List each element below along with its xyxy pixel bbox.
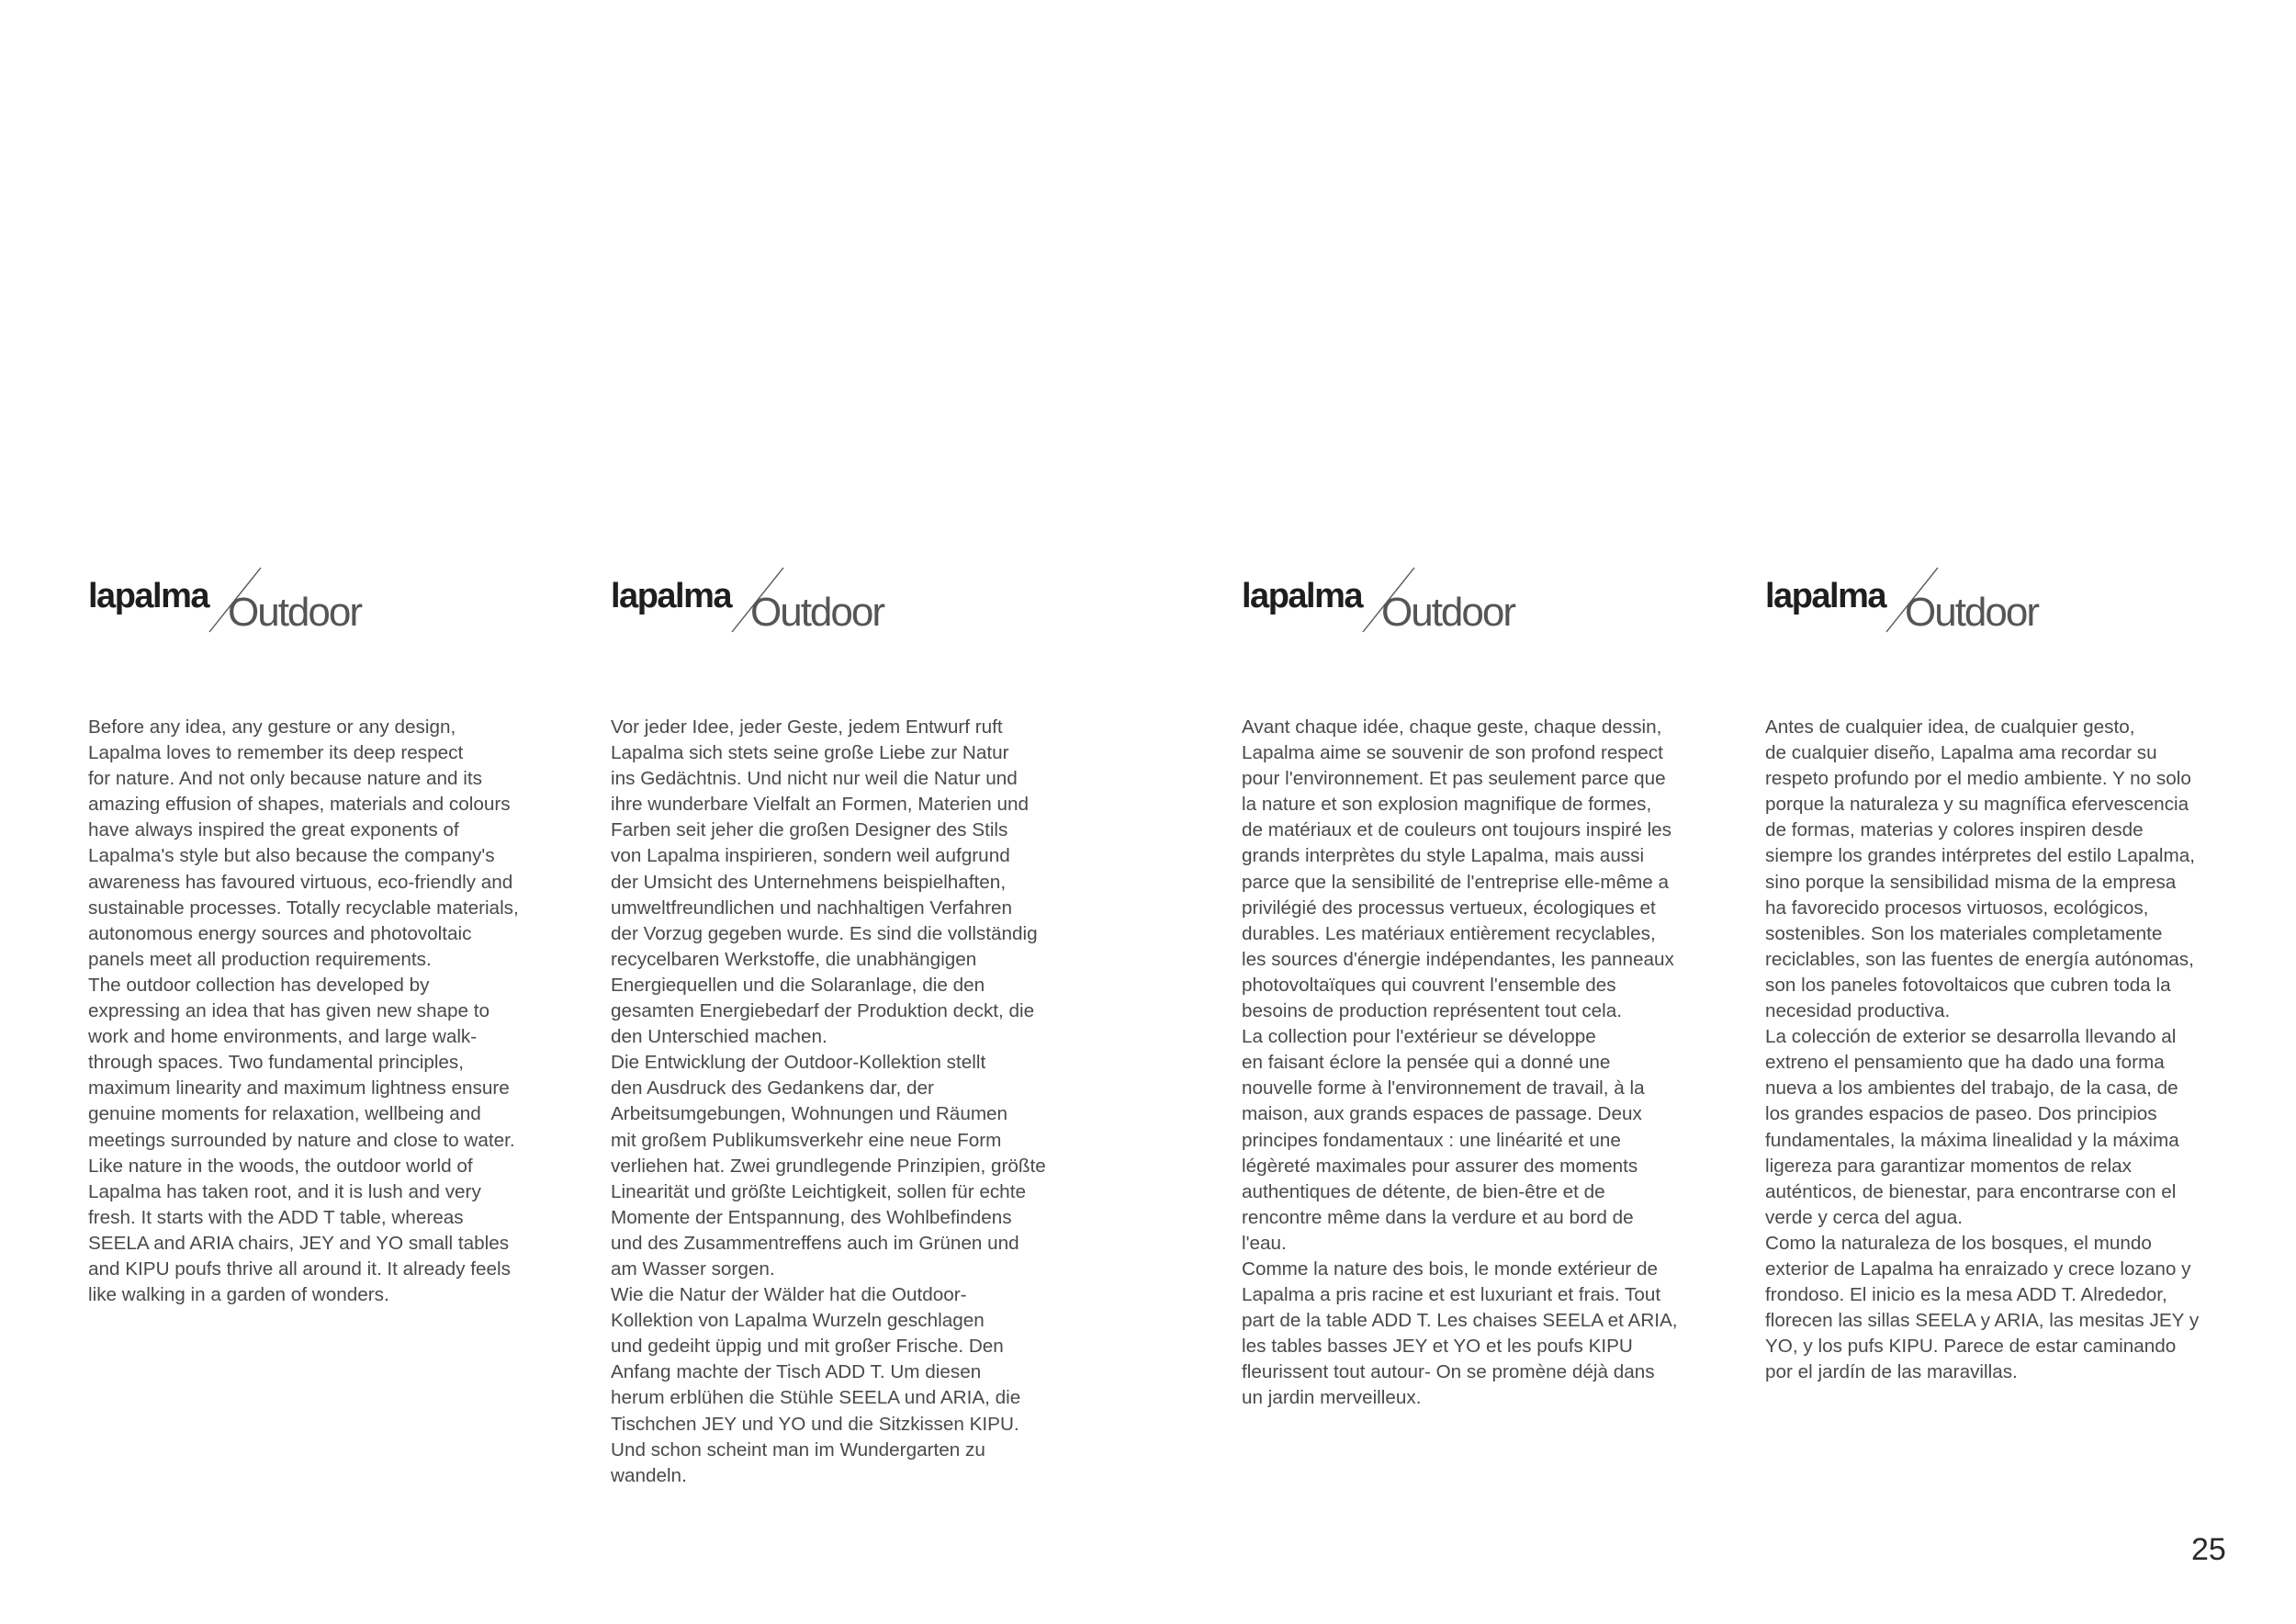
text-line: nueva a los ambientes del trabajo, de la casa, de	[1765, 1077, 2178, 1100]
text-line: privilégié des processus vertueux, écologiques et	[1242, 897, 1656, 919]
text-line: authentiques de détente, de bien-être et de	[1242, 1180, 1605, 1202]
text-line: principes fondamentaux : une linéarité et une	[1242, 1129, 1621, 1151]
text-line: Lapalma's style but also because the company's	[88, 845, 495, 867]
text-line: ha favorecido procesos virtuosos, ecológicos,	[1765, 897, 2149, 919]
text-line: les tables basses JEY et YO et les poufs KIPU	[1242, 1336, 1633, 1358]
text-line: awareness has favoured virtuous, eco-friendly and	[88, 871, 513, 893]
text-line: mit großem Publikumsverkehr eine neue Form	[611, 1129, 1002, 1151]
text-line: parce que la sensibilité de l'entreprise elle-même a	[1242, 871, 1670, 893]
text-line: légèreté maximales pour assurer des moments	[1242, 1155, 1638, 1177]
text-line: und des Zusammentreffens auch im Grünen und	[611, 1232, 1019, 1254]
text-line: Energiequellen und die Solaranlage, die den	[611, 974, 985, 996]
text-line: part de la table ADD T. Les chaises SEELA et ARIA,	[1242, 1310, 1678, 1332]
body-text-english	[88, 715, 566, 1308]
text-line: fleurissent tout autour- On se promène déjà dans	[1242, 1361, 1655, 1383]
text-line: den Unterschied machen.	[611, 1026, 827, 1048]
text-line: Anfang machte der Tisch ADD T. Um diesen	[611, 1361, 982, 1383]
text-line: l'eau.	[1242, 1232, 1287, 1254]
text-line: der Umsicht des Unternehmens beispielhaften,	[611, 871, 1007, 893]
text-line: durables. Les matériaux entièrement recyclables,	[1242, 922, 1656, 944]
text-line: florecen las sillas SEELA y ARIA, las mesitas JEY y	[1765, 1310, 2200, 1332]
text-line: sostenibles. Son los materiales completamente	[1765, 922, 2163, 944]
logo-brand: lapalma	[611, 577, 732, 615]
text-line: have always inspired the great exponents of	[88, 819, 459, 841]
text-line: Like nature in the woods, the outdoor world of	[88, 1155, 473, 1177]
text-line: sino porque la sensibilidad misma de la empresa	[1765, 871, 2177, 893]
text-line: porque la naturaleza y su magnífica efervescencia	[1765, 794, 2189, 816]
text-line: Lapalma has taken root, and it is lush and very	[88, 1180, 481, 1202]
text-line: Comme la nature des bois, le monde extérieur de	[1242, 1257, 1659, 1280]
text-line: un jardin merveilleux.	[1242, 1387, 1422, 1409]
text-line: de cualquier diseño, Lapalma ama recordar su	[1765, 742, 2157, 764]
text-line: Vor jeder Idee, jeder Geste, jedem Entwurf ruft	[611, 716, 1003, 738]
logo-brand: lapalma	[1242, 577, 1363, 615]
text-line: meetings surrounded by nature and close to water.	[88, 1129, 515, 1151]
text-line: Und schon scheint man im Wundergarten zu	[611, 1438, 985, 1460]
text-line: The outdoor collection has developed by	[88, 974, 430, 996]
text-line: por el jardín de las maravillas.	[1765, 1361, 2018, 1383]
text-line: son los paneles fotovoltaicos que cubren toda la	[1765, 974, 2171, 996]
text-line: La collection pour l'extérieur se développe	[1242, 1026, 1596, 1048]
text-line: Arbeitsumgebungen, Wohnungen und Räumen	[611, 1103, 1008, 1125]
text-line: rencontre même dans la verdure et au bord de	[1242, 1206, 1634, 1228]
lapalma-outdoor-logo	[611, 566, 914, 658]
text-line: work and home environments, and large walk-	[88, 1026, 478, 1048]
logo-subtitle: Outdoor	[750, 590, 884, 635]
text-line: photovoltaïques qui couvrent l'ensemble des	[1242, 974, 1616, 996]
text-line: herum erblühen die Stühle SEELA und ARIA, die	[611, 1387, 1021, 1409]
text-line: exterior de Lapalma ha enraizado y crece lozano y	[1765, 1257, 2191, 1280]
text-line: Lapalma loves to remember its deep respect	[88, 742, 464, 764]
text-line: respeto profundo por el medio ambiente. Y no solo	[1765, 768, 2191, 790]
text-line: en faisant éclore la pensée qui a donné une	[1242, 1052, 1611, 1074]
lapalma-outdoor-logo	[88, 566, 391, 658]
text-line: SEELA and ARIA chairs, JEY and YO small tables	[88, 1232, 510, 1254]
text-line: maison, aux grands espaces de passage. Deux	[1242, 1103, 1642, 1125]
logo-subtitle: Outdoor	[1381, 590, 1514, 635]
text-line: fundamentales, la máxima linealidad y la máxima	[1765, 1129, 2179, 1151]
text-line: and KIPU poufs thrive all around it. It already feels	[88, 1257, 511, 1280]
logo-brand: lapalma	[1765, 577, 1886, 615]
text-line: for nature. And not only because nature and its	[88, 768, 482, 790]
text-line: Farben seit jeher die großen Designer des Stils	[611, 819, 1008, 841]
text-line: de matériaux et de couleurs ont toujours inspiré les	[1242, 819, 1672, 841]
body-text-french	[1242, 715, 1719, 1412]
text-line: frondoso. El inicio es la mesa ADD T. Alrededor,	[1765, 1284, 2167, 1306]
logo-subtitle: Outdoor	[228, 590, 361, 635]
text-line: de formas, materias y colores inspiren desde	[1765, 819, 2144, 841]
text-line: besoins de production représentent tout cela.	[1242, 1000, 1623, 1022]
text-line: den Ausdruck des Gedankens dar, der	[611, 1077, 934, 1100]
text-line: recycelbaren Werkstoffe, die unabhängigen	[611, 948, 977, 970]
logo-subtitle: Outdoor	[1905, 590, 2038, 635]
logo-brand: lapalma	[88, 577, 209, 615]
text-line: auténticos, de bienestar, para encontrarse con el	[1765, 1180, 2177, 1202]
text-line: Before any idea, any gesture or any design,	[88, 716, 456, 738]
lapalma-outdoor-logo	[1242, 566, 1545, 658]
text-line: expressing an idea that has given new shape to	[88, 1000, 490, 1022]
body-text-german	[611, 715, 1088, 1489]
text-line: los grandes espacios de paseo. Dos principios	[1765, 1103, 2157, 1125]
text-line: ligereza para garantizar momentos de relax	[1765, 1155, 2133, 1177]
text-line: maximum linearity and maximum lightness ensure	[88, 1077, 510, 1100]
text-line: pour l'environnement. Et pas seulement parce que	[1242, 768, 1666, 790]
text-line: autonomous energy sources and photovoltaic	[88, 922, 472, 944]
text-line: through spaces. Two fundamental principles,	[88, 1052, 465, 1074]
text-line: ins Gedächtnis. Und nicht nur weil die Natur und	[611, 768, 1018, 790]
text-line: Kollektion von Lapalma Wurzeln geschlagen	[611, 1310, 985, 1332]
text-line: Wie die Natur der Wälder hat die Outdoor-	[611, 1284, 967, 1306]
text-line: verde y cerca del agua.	[1765, 1206, 1964, 1228]
text-line: siempre los grandes intérpretes del estilo Lapalma,	[1765, 845, 2196, 867]
text-line: und gedeiht üppig und mit großer Frische. Den	[611, 1336, 1004, 1358]
text-line: Lapalma a pris racine et est luxuriant et frais. Tout	[1242, 1284, 1661, 1306]
text-line: Avant chaque idée, chaque geste, chaque dessin,	[1242, 716, 1662, 738]
text-line: gesamten Energiebedarf der Produktion deckt, die	[611, 1000, 1035, 1022]
text-line: fresh. It starts with the ADD T table, whereas	[88, 1206, 464, 1228]
text-line: La colección de exterior se desarrolla llevando al	[1765, 1026, 2177, 1048]
text-line: Lapalma aime se souvenir de son profond respect	[1242, 742, 1663, 764]
text-line: nouvelle forme à l'environnement de travail, à la	[1242, 1077, 1645, 1100]
lapalma-outdoor-logo	[1765, 566, 2068, 658]
text-line: Como la naturaleza de los bosques, el mundo	[1765, 1232, 2152, 1254]
text-line: Die Entwicklung der Outdoor-Kollektion stellt	[611, 1052, 986, 1074]
text-line: YO, y los pufs KIPU. Parece de estar caminando	[1765, 1336, 2177, 1358]
text-line: Lapalma sich stets seine große Liebe zur Natur	[611, 742, 1009, 764]
text-line: der Vorzug gegeben wurde. Es sind die vollständig	[611, 922, 1038, 944]
text-line: reciclables, son las fuentes de energía autónomas,	[1765, 948, 2194, 970]
body-text-spanish	[1765, 715, 2243, 1385]
text-line: grands interprètes du style Lapalma, mais aussi	[1242, 845, 1645, 867]
text-line: la nature et son explosion magnifique de formes,	[1242, 794, 1652, 816]
text-line: Antes de cualquier idea, de cualquier gesto,	[1765, 716, 2135, 738]
text-line: verliehen hat. Zwei grundlegende Prinzipien, größte	[611, 1155, 1046, 1177]
text-line: panels meet all production requirements.	[88, 948, 432, 970]
text-line: extreno el pensamiento que ha dado una forma	[1765, 1052, 2165, 1074]
text-line: Linearität und größte Leichtigkeit, sollen für echte	[611, 1180, 1026, 1202]
text-line: von Lapalma inspirieren, sondern weil aufgrund	[611, 845, 1010, 867]
text-line: Momente der Entspannung, des Wohlbefindens	[611, 1206, 1012, 1228]
text-line: ihre wunderbare Vielfalt an Formen, Materien und	[611, 794, 1029, 816]
text-line: amazing effusion of shapes, materials and colours	[88, 794, 511, 816]
text-line: wandeln.	[611, 1464, 687, 1486]
text-line: umweltfreundlichen und nachhaltigen Verfahren	[611, 897, 1013, 919]
text-line: les sources d'énergie indépendantes, les panneaux	[1242, 948, 1674, 970]
text-line: am Wasser sorgen.	[611, 1257, 775, 1280]
page-number: 25	[2191, 1532, 2226, 1567]
text-line: sustainable processes. Totally recyclable materials,	[88, 897, 519, 919]
text-line: Tischchen JEY und YO und die Sitzkissen KIPU.	[611, 1413, 1019, 1435]
text-line: necesidad productiva.	[1765, 1000, 1951, 1022]
text-line: genuine moments for relaxation, wellbeing and	[88, 1103, 481, 1125]
text-line: like walking in a garden of wonders.	[88, 1284, 389, 1306]
